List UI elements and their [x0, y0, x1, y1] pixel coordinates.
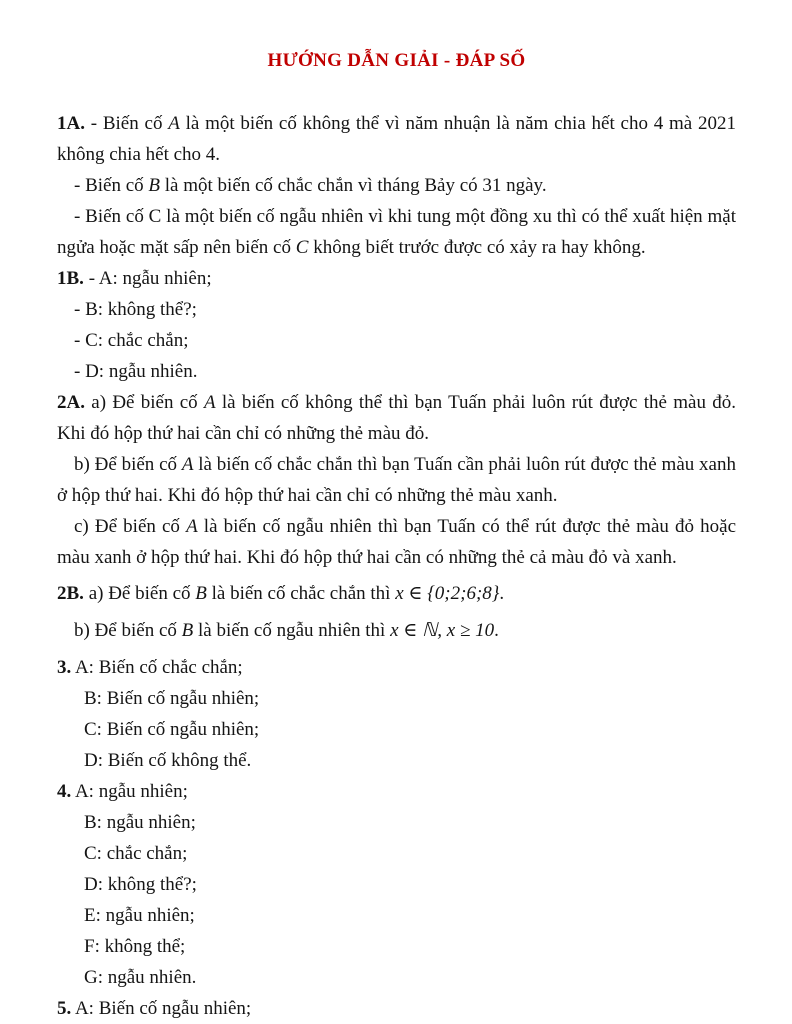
solution-2a-a	[57, 387, 736, 449]
answer-3-b	[57, 683, 736, 714]
item-label: 5.	[57, 998, 72, 1019]
text-segment: C: Biến cố ngẫu nhiên;	[84, 719, 260, 740]
answer-4-g	[57, 962, 736, 993]
text-segment: A: Biến cố chắc chắn;	[71, 657, 243, 678]
text-segment: là biến cố ngẫu nhiên thì	[193, 620, 391, 641]
item-label: 4.	[57, 781, 72, 802]
text-segment: B: Biến cố ngẫu nhiên;	[84, 688, 260, 709]
text-segment: là biến cố chắc chắn thì	[206, 583, 396, 604]
text-segment: là một biến cố chắc chắn vì tháng Bảy có 31 ngày.	[160, 175, 547, 196]
answer-5-a	[57, 993, 736, 1024]
text-segment: b) Để biến cố	[74, 620, 182, 641]
text-segment: - Biến cố C là một biến cố ngẫu nhiên vì khi tung một đồng xu thì có thể xuất hiện mặt ngửa hoặc mặt sấp nên biến cố	[57, 206, 736, 258]
item-label: 2A.	[57, 392, 85, 413]
solution-2a-c	[57, 511, 736, 573]
text-segment: F: không thể;	[84, 936, 186, 957]
math-variable: A	[181, 454, 194, 475]
math-variable: A	[186, 516, 198, 537]
text-segment: không biết trước được có xảy ra hay không.	[308, 237, 646, 258]
text-segment: b) Để biến cố	[74, 454, 182, 475]
text-segment: - B: không thể?;	[74, 299, 197, 320]
answer-4-f	[57, 931, 736, 962]
text-segment: là biến cố chắc chắn thì bạn Tuấn cần phải luôn rút được thẻ màu xanh ở hộp thứ hai. Khi đó hộp thứ hai cần chỉ có những thẻ màu xanh.	[57, 454, 736, 506]
solution-2a-b	[57, 449, 736, 511]
text-segment: A: Biến cố ngẫu nhiên;	[71, 998, 252, 1019]
math-variable: B	[195, 583, 207, 604]
text-segment: là một biến cố không thể vì năm nhuận là năm chia hết cho 4 mà 2021 không chia hết cho 4.	[57, 113, 736, 165]
answer-1b-a	[57, 263, 736, 294]
math-variable: A	[203, 392, 216, 413]
text-segment: - D: ngẫu nhiên.	[74, 361, 198, 382]
text-segment: a) Để biến cố	[84, 392, 204, 413]
item-label: 1A.	[57, 113, 85, 134]
text-segment: G: ngẫu nhiên.	[84, 967, 197, 988]
answer-4-b	[57, 807, 736, 838]
answer-4-e	[57, 900, 736, 931]
math-variable: B	[181, 620, 194, 641]
text-segment: là biến cố không thể thì bạn Tuấn phải luôn rút được thẻ màu đỏ. Khi đó hộp thứ hai cần chỉ có những thẻ màu đỏ.	[57, 392, 737, 444]
item-label: 2B.	[57, 583, 84, 604]
text-segment: a) Để biến cố	[83, 583, 196, 604]
item-label: 1B.	[57, 268, 84, 289]
text-segment: C: chắc chắn;	[84, 843, 188, 864]
text-segment: B: ngẫu nhiên;	[84, 812, 196, 833]
solution-1a-event-c	[57, 201, 736, 263]
text-segment: .	[494, 620, 499, 641]
answer-3-a	[57, 652, 736, 683]
text-segment: c) Để biến cố	[74, 516, 187, 537]
math-variable: C	[295, 237, 309, 258]
text-segment: - Biến cố	[74, 175, 149, 196]
text-segment: - Biến cố	[84, 113, 169, 134]
solution-1a	[57, 108, 736, 170]
page-title: HƯỚNG DẪN GIẢI - ĐÁP SỐ	[267, 50, 526, 71]
math-expression: x ∈ {0;2;6;8}	[395, 583, 500, 604]
answer-3-d	[57, 745, 736, 776]
text-segment: - C: chắc chắn;	[74, 330, 189, 351]
text-segment: là biến cố ngẫu nhiên thì bạn Tuấn có thể rút được thẻ màu đỏ hoặc màu xanh ở hộp thứ hai. Khi đó hộp thứ hai cần có những thẻ cả màu đỏ và xanh.	[57, 516, 736, 568]
math-variable: B	[148, 175, 161, 196]
answer-1b-d	[57, 356, 736, 387]
text-segment: .	[499, 583, 505, 604]
answer-4-c	[57, 838, 736, 869]
item-label: 3.	[57, 657, 72, 678]
answer-1b-c	[57, 325, 736, 356]
text-segment: D: Biến cố không thể.	[84, 750, 252, 771]
math-variable: A	[168, 113, 180, 134]
answer-3-c	[57, 714, 736, 745]
answer-4-d	[57, 869, 736, 900]
math-expression: x ∈ ℕ, x ≥ 10	[390, 620, 495, 641]
text-segment: E: ngẫu nhiên;	[84, 905, 195, 926]
answer-1b-b	[57, 294, 736, 325]
solution-1a-event-b	[57, 170, 736, 201]
text-segment: D: không thể?;	[84, 874, 197, 895]
text-segment: - A: ngẫu nhiên;	[83, 268, 212, 289]
answer-4-a	[57, 776, 736, 807]
text-segment: A: ngẫu nhiên;	[71, 781, 188, 802]
solution-2b-a	[57, 578, 736, 609]
solution-2b-b	[57, 615, 736, 646]
